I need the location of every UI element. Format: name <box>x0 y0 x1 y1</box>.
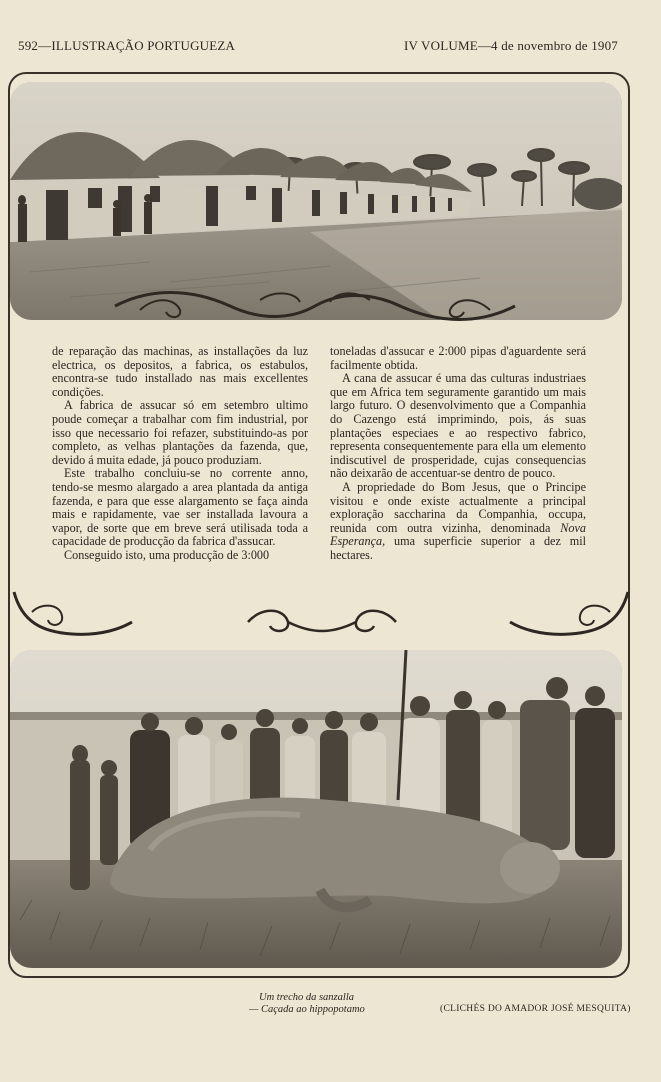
photo-credit: (CLICHÉS DO AMADOR JOSÉ MESQUITA) <box>440 1004 631 1014</box>
header-right <box>404 38 618 54</box>
caption-hippo-hunt: — Caçada ao hippopotamo <box>249 1004 365 1015</box>
caption-sanzalla: Um trecho da sanzalla <box>259 992 354 1003</box>
sanzalla-illustration <box>10 82 622 320</box>
volume-label: IV VOLUME <box>403 38 478 53</box>
text-column-left <box>52 345 308 563</box>
hippo-hunt-illustration <box>10 650 622 968</box>
scroll-ornament-top <box>110 286 520 326</box>
page-number: 592 <box>18 38 39 53</box>
photo-hippo-hunt <box>10 650 622 968</box>
article-text <box>52 345 588 585</box>
header-left <box>18 38 235 54</box>
photo-captions <box>0 990 661 1030</box>
issue-date: —4 de novembro de 1907 <box>477 38 618 53</box>
header-separator: — <box>38 38 52 53</box>
scroll-ornament-middle <box>12 582 632 656</box>
paragraph-text: , uma superficie superior a dez mil hectares. <box>330 534 586 562</box>
photo-sanzalla <box>10 82 622 320</box>
paragraph <box>330 481 586 563</box>
paragraph: toneladas d'assucar e 2:000 pipas d'aguardente será facilmente obtida. <box>330 344 586 372</box>
paragraph-text: A propriedade do Bom Jesus, que o Principe visitou e onde existe actualmente a principal exploração saccharina da Companhia, occupa, reunida com outra vizinha, denominada <box>330 479 586 535</box>
paragraph: A cana de assucar é uma das culturas industriaes que em Africa tem seguramente garantido um mais largo futuro. O desenvolvimento que a Companhia do Cazengo está imprimindo, pois, ás suas plantações especiaes e ao respectivo fabrico, representa consequentemente para ella um elemento indiscutivel de prosperidade, cujas consequencias não deixarão de accentuar-se dentro de pouco. <box>330 371 586 481</box>
paragraph: A fabrica de assucar só em setembro ultimo poude começar a trabalhar com fim industrial, por isso que necessario foi refazer, substituindo-as por completo, as velhas plantações da fazenda, que, devido á muita edade, já pouco produziam. <box>52 398 308 467</box>
paragraph: Conseguido isto, uma producção de 3:000 <box>64 547 270 562</box>
paragraph: de reparação das machinas, as installações da luz electrica, os depositos, a fabrica, os estabulos, encontra-se tudo installado nas mais excellentes condições. <box>52 344 308 399</box>
paragraph: Este trabalho concluiu-se no corrente anno, tendo-se mesmo alargado a area plantada da antiga fazenda, e para que esse alargamento se faça ainda mais e rapidamente, vae ser installada lavoura a vapor, de sorte que em breve será utilisada toda a capacidade de producção da fabrica d'assucar. <box>52 466 308 549</box>
page-header <box>18 38 618 56</box>
text-column-right <box>330 345 586 563</box>
publication-title: ILLUSTRAÇÃO PORTUGUEZA <box>51 38 236 53</box>
place-name-emphasis: Nova Esperança <box>330 520 586 549</box>
